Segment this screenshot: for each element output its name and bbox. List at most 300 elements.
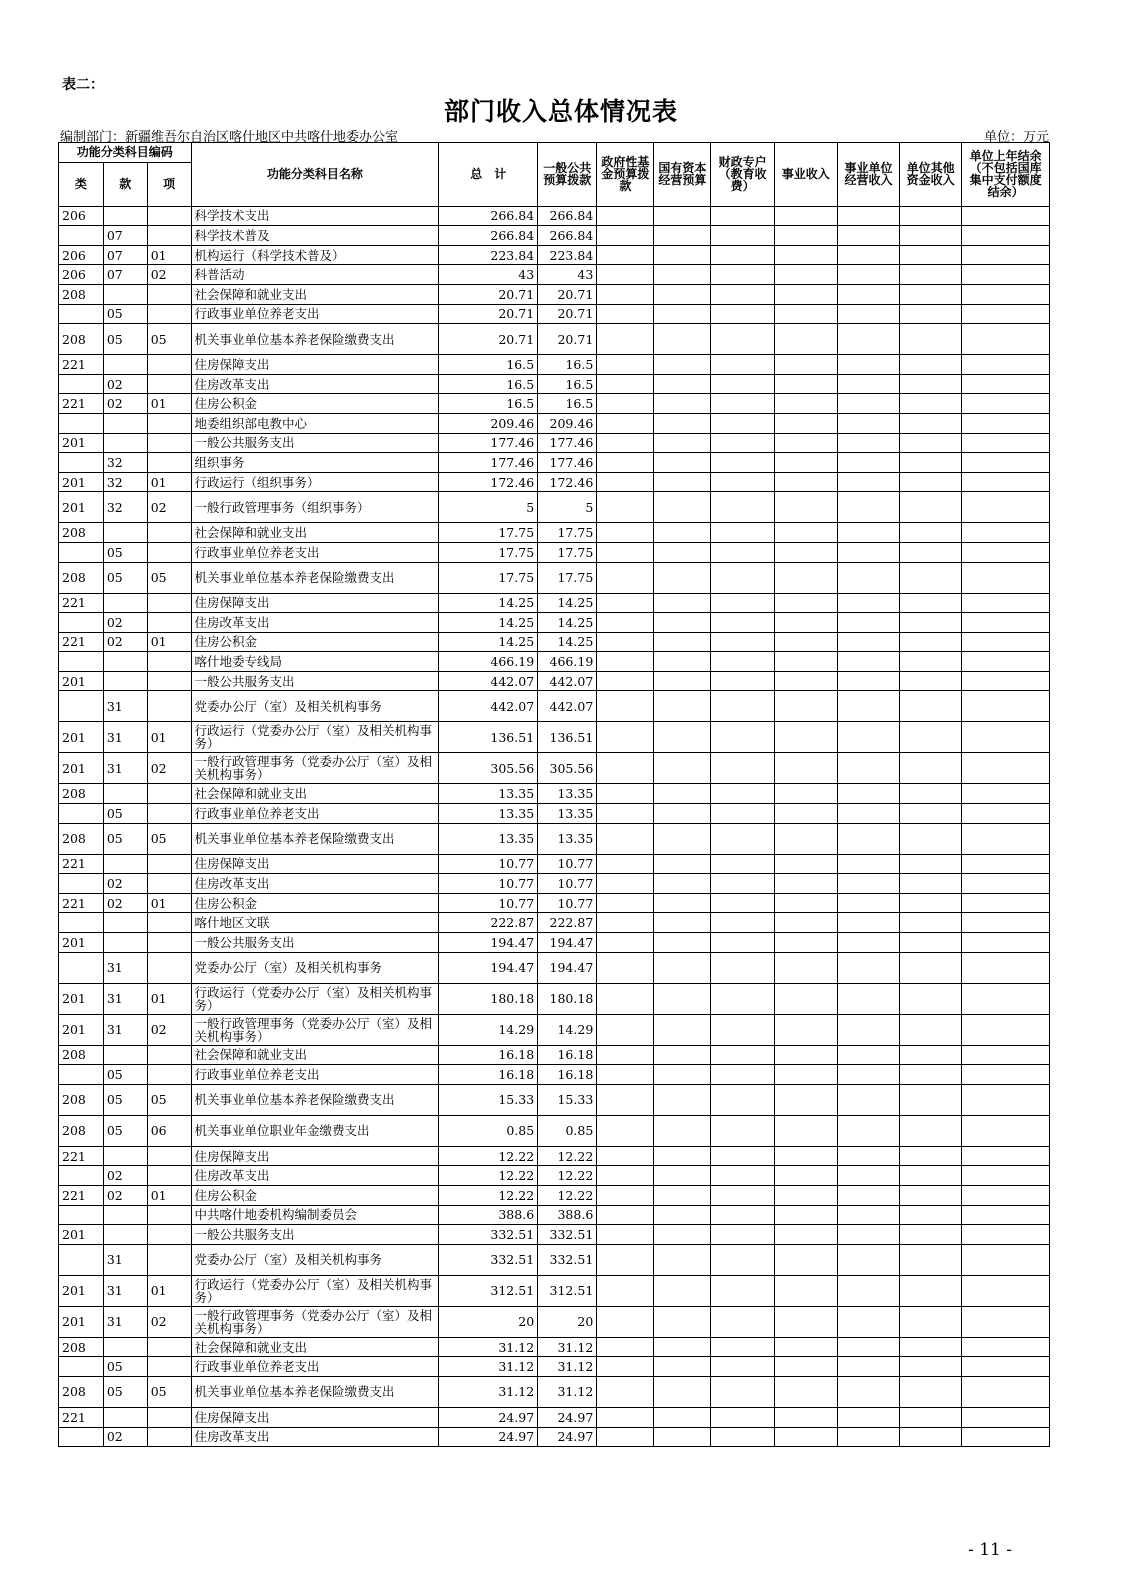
cell-empty (900, 226, 962, 246)
cell-empty (711, 1275, 774, 1306)
cell-total: 16.5 (439, 394, 538, 414)
cell-empty (774, 1045, 837, 1065)
cell-empty (711, 245, 774, 265)
cell-xiang (147, 1244, 191, 1275)
cell-empty (900, 542, 962, 562)
cell-total: 14.25 (439, 613, 538, 633)
cell-kuan: 05 (103, 542, 147, 562)
cell-general: 16.5 (538, 374, 597, 394)
cell-empty (837, 913, 899, 933)
cell-empty (962, 472, 1050, 492)
cell-xiang: 01 (147, 1186, 191, 1206)
cell-empty (711, 784, 774, 804)
table-row (59, 542, 1050, 562)
cell-empty (774, 1065, 837, 1085)
cell-xiang: 01 (147, 394, 191, 414)
header-code-group: 功能分类科目编码 (59, 143, 192, 163)
cell-total: 31.12 (439, 1376, 538, 1407)
cell-empty (837, 1146, 899, 1166)
cell-empty (654, 613, 711, 633)
cell-xiang (147, 874, 191, 894)
cell-empty (654, 913, 711, 933)
cell-total: 388.6 (439, 1205, 538, 1225)
cell-empty (837, 593, 899, 613)
cell-xiang (147, 542, 191, 562)
cell-lei: 208 (59, 784, 104, 804)
cell-name: 机构运行（科学技术普及） (191, 245, 439, 265)
cell-name: 行政运行（党委办公厅（室）及相关机构事务） (191, 983, 439, 1014)
cell-lei (59, 1205, 104, 1225)
cell-empty (597, 284, 654, 304)
cell-total: 13.35 (439, 823, 538, 854)
cell-empty (597, 1244, 654, 1275)
cell-empty (711, 304, 774, 324)
cell-name: 住房保障支出 (191, 854, 439, 874)
cell-total: 266.84 (439, 226, 538, 246)
cell-xiang (147, 1225, 191, 1245)
cell-name: 一般行政管理事务（党委办公厅（室）及相关机构事务） (191, 1306, 439, 1337)
cell-empty (962, 226, 1050, 246)
unit-label: 单位：万元 (983, 130, 1049, 145)
header-state-capital: 国有资本经营预算 (654, 143, 711, 207)
table-row (59, 784, 1050, 804)
cell-empty (711, 324, 774, 355)
cell-empty (962, 562, 1050, 593)
cell-empty (837, 1014, 899, 1045)
cell-empty (962, 355, 1050, 375)
cell-empty (900, 613, 962, 633)
cell-total: 16.5 (439, 355, 538, 375)
cell-empty (597, 542, 654, 562)
cell-total: 20.71 (439, 324, 538, 355)
cell-kuan (103, 593, 147, 613)
cell-lei: 208 (59, 523, 104, 543)
cell-xiang (147, 913, 191, 933)
cell-empty (597, 324, 654, 355)
cell-empty (837, 632, 899, 652)
cell-empty (654, 1275, 711, 1306)
cell-empty (900, 562, 962, 593)
cell-empty (654, 1244, 711, 1275)
cell-empty (774, 1337, 837, 1357)
cell-xiang: 01 (147, 1275, 191, 1306)
cell-general: 222.87 (538, 913, 597, 933)
cell-name: 喀什地委专线局 (191, 652, 439, 672)
cell-general: 31.12 (538, 1376, 597, 1407)
cell-empty (837, 472, 899, 492)
cell-empty (900, 1115, 962, 1146)
cell-general: 20.71 (538, 324, 597, 355)
cell-empty (837, 1306, 899, 1337)
cell-empty (837, 394, 899, 414)
cell-empty (962, 722, 1050, 753)
table-row (59, 613, 1050, 633)
cell-lei: 208 (59, 1376, 104, 1407)
cell-empty (597, 1014, 654, 1045)
cell-empty (654, 523, 711, 543)
cell-name: 住房改革支出 (191, 874, 439, 894)
cell-lei: 221 (59, 1146, 104, 1166)
cell-xiang (147, 453, 191, 473)
table-row (59, 374, 1050, 394)
cell-lei (59, 413, 104, 433)
cell-empty (654, 433, 711, 453)
cell-empty (711, 1045, 774, 1065)
cell-name: 一般行政管理事务（组织事务） (191, 492, 439, 523)
cell-empty (837, 374, 899, 394)
cell-xiang (147, 433, 191, 453)
cell-empty (597, 1045, 654, 1065)
cell-general: 332.51 (538, 1225, 597, 1245)
cell-general: 223.84 (538, 245, 597, 265)
cell-general: 10.77 (538, 854, 597, 874)
cell-kuan: 05 (103, 324, 147, 355)
cell-empty (962, 823, 1050, 854)
cell-empty (597, 562, 654, 593)
cell-kuan (103, 284, 147, 304)
cell-general: 442.07 (538, 691, 597, 722)
cell-empty (597, 413, 654, 433)
cell-kuan: 02 (103, 374, 147, 394)
cell-total: 180.18 (439, 983, 538, 1014)
cell-empty (654, 1045, 711, 1065)
table-row (59, 1306, 1050, 1337)
cell-empty (837, 453, 899, 473)
cell-xiang: 05 (147, 823, 191, 854)
cell-empty (597, 374, 654, 394)
cell-xiang (147, 1205, 191, 1225)
cell-total: 10.77 (439, 874, 538, 894)
table-row (59, 983, 1050, 1014)
cell-empty (962, 1045, 1050, 1065)
cell-lei: 206 (59, 206, 104, 226)
cell-empty (654, 753, 711, 784)
cell-kuan: 31 (103, 691, 147, 722)
cell-empty (774, 1186, 837, 1206)
cell-general: 442.07 (538, 671, 597, 691)
cell-empty (962, 523, 1050, 543)
cell-empty (711, 284, 774, 304)
cell-empty (774, 523, 837, 543)
cell-empty (597, 1357, 654, 1377)
cell-total: 12.22 (439, 1166, 538, 1186)
cell-kuan: 05 (103, 1357, 147, 1377)
cell-kuan: 31 (103, 722, 147, 753)
cell-name: 行政事业单位养老支出 (191, 542, 439, 562)
cell-name: 行政事业单位养老支出 (191, 304, 439, 324)
table-row (59, 523, 1050, 543)
cell-general: 14.25 (538, 593, 597, 613)
cell-xiang (147, 1357, 191, 1377)
cell-lei: 208 (59, 284, 104, 304)
table-row (59, 691, 1050, 722)
table-row (59, 433, 1050, 453)
cell-kuan: 32 (103, 472, 147, 492)
cell-empty (597, 206, 654, 226)
cell-empty (711, 913, 774, 933)
table-row (59, 245, 1050, 265)
cell-empty (711, 753, 774, 784)
cell-general: 15.33 (538, 1084, 597, 1115)
table-row (59, 1166, 1050, 1186)
cell-empty (711, 874, 774, 894)
cell-empty (597, 1186, 654, 1206)
cell-empty (900, 324, 962, 355)
cell-empty (711, 804, 774, 824)
cell-empty (711, 1225, 774, 1245)
header-name: 功能分类科目名称 (191, 143, 439, 207)
cell-empty (962, 593, 1050, 613)
cell-empty (837, 1407, 899, 1427)
cell-empty (962, 374, 1050, 394)
cell-lei: 206 (59, 265, 104, 285)
cell-lei: 208 (59, 1084, 104, 1115)
cell-empty (837, 226, 899, 246)
cell-xiang: 05 (147, 1084, 191, 1115)
cell-name: 一般公共服务支出 (191, 433, 439, 453)
cell-empty (774, 691, 837, 722)
cell-empty (962, 784, 1050, 804)
cell-lei (59, 304, 104, 324)
cell-empty (711, 933, 774, 953)
cell-xiang (147, 652, 191, 672)
cell-kuan: 05 (103, 1084, 147, 1115)
cell-lei (59, 1244, 104, 1275)
cell-empty (900, 632, 962, 652)
table-row (59, 632, 1050, 652)
cell-empty (654, 472, 711, 492)
cell-general: 13.35 (538, 804, 597, 824)
cell-empty (900, 823, 962, 854)
cell-empty (774, 1014, 837, 1045)
cell-empty (837, 542, 899, 562)
cell-empty (962, 492, 1050, 523)
cell-kuan: 31 (103, 1306, 147, 1337)
cell-empty (837, 652, 899, 672)
table-row (59, 1014, 1050, 1045)
cell-total: 14.25 (439, 593, 538, 613)
cell-general: 266.84 (538, 226, 597, 246)
cell-xiang (147, 952, 191, 983)
table-row (59, 562, 1050, 593)
cell-kuan: 31 (103, 1275, 147, 1306)
cell-general: 17.75 (538, 523, 597, 543)
cell-empty (962, 433, 1050, 453)
cell-empty (774, 394, 837, 414)
cell-empty (711, 413, 774, 433)
cell-empty (711, 1337, 774, 1357)
cell-empty (711, 433, 774, 453)
cell-empty (711, 1357, 774, 1377)
cell-name: 一般公共服务支出 (191, 671, 439, 691)
cell-general: 5 (538, 492, 597, 523)
table-row (59, 874, 1050, 894)
cell-empty (711, 562, 774, 593)
cell-xiang: 05 (147, 324, 191, 355)
cell-general: 172.46 (538, 472, 597, 492)
cell-empty (711, 1407, 774, 1427)
cell-name: 党委办公厅（室）及相关机构事务 (191, 691, 439, 722)
cell-empty (654, 671, 711, 691)
cell-kuan: 05 (103, 562, 147, 593)
cell-total: 20.71 (439, 284, 538, 304)
cell-empty (654, 933, 711, 953)
cell-total: 43 (439, 265, 538, 285)
cell-empty (774, 1225, 837, 1245)
compiling-department: 编制部门：新疆维吾尔自治区喀什地区中共喀什地委办公室 (60, 130, 399, 145)
cell-empty (837, 1275, 899, 1306)
cell-lei (59, 542, 104, 562)
cell-empty (900, 983, 962, 1014)
cell-empty (711, 374, 774, 394)
table-row (59, 1186, 1050, 1206)
cell-empty (837, 265, 899, 285)
cell-total: 15.33 (439, 1084, 538, 1115)
cell-empty (774, 245, 837, 265)
cell-xiang (147, 355, 191, 375)
cell-empty (837, 613, 899, 633)
cell-empty (597, 1225, 654, 1245)
table-row (59, 804, 1050, 824)
cell-lei: 201 (59, 433, 104, 453)
cell-name: 科普活动 (191, 265, 439, 285)
cell-empty (654, 413, 711, 433)
cell-empty (774, 613, 837, 633)
cell-empty (900, 1186, 962, 1206)
cell-general: 388.6 (538, 1205, 597, 1225)
cell-name: 住房公积金 (191, 1186, 439, 1206)
cell-kuan: 31 (103, 1244, 147, 1275)
cell-empty (962, 245, 1050, 265)
cell-empty (837, 983, 899, 1014)
cell-empty (962, 613, 1050, 633)
cell-kuan: 31 (103, 983, 147, 1014)
cell-general: 13.35 (538, 784, 597, 804)
cell-empty (837, 492, 899, 523)
cell-empty (711, 492, 774, 523)
cell-total: 10.77 (439, 854, 538, 874)
cell-empty (900, 691, 962, 722)
cell-empty (837, 304, 899, 324)
cell-empty (597, 753, 654, 784)
cell-xiang: 02 (147, 1014, 191, 1045)
cell-empty (654, 542, 711, 562)
cell-empty (654, 394, 711, 414)
cell-general: 332.51 (538, 1244, 597, 1275)
cell-empty (774, 593, 837, 613)
table-row (59, 1357, 1050, 1377)
cell-kuan (103, 913, 147, 933)
cell-total: 24.97 (439, 1407, 538, 1427)
cell-empty (711, 1306, 774, 1337)
cell-general: 180.18 (538, 983, 597, 1014)
cell-total: 14.29 (439, 1014, 538, 1045)
cell-empty (597, 983, 654, 1014)
cell-empty (654, 1065, 711, 1085)
cell-lei (59, 652, 104, 672)
cell-xiang (147, 854, 191, 874)
cell-empty (837, 722, 899, 753)
header-general: 一般公共预算拨款 (538, 143, 597, 207)
cell-empty (900, 284, 962, 304)
cell-xiang: 01 (147, 983, 191, 1014)
cell-xiang (147, 413, 191, 433)
cell-empty (900, 1014, 962, 1045)
cell-kuan: 05 (103, 823, 147, 854)
cell-general: 466.19 (538, 652, 597, 672)
table-row (59, 1146, 1050, 1166)
cell-name: 社会保障和就业支出 (191, 1337, 439, 1357)
cell-empty (711, 893, 774, 913)
cell-empty (900, 394, 962, 414)
cell-empty (837, 753, 899, 784)
cell-general: 12.22 (538, 1166, 597, 1186)
cell-empty (597, 874, 654, 894)
cell-empty (774, 304, 837, 324)
table-row (59, 492, 1050, 523)
cell-empty (654, 226, 711, 246)
cell-total: 16.5 (439, 374, 538, 394)
cell-empty (654, 304, 711, 324)
cell-general: 10.77 (538, 874, 597, 894)
cell-empty (900, 304, 962, 324)
cell-empty (900, 652, 962, 672)
cell-empty (597, 1427, 654, 1447)
cell-total: 0.85 (439, 1115, 538, 1146)
cell-empty (837, 433, 899, 453)
cell-empty (654, 722, 711, 753)
cell-general: 177.46 (538, 453, 597, 473)
cell-empty (837, 1115, 899, 1146)
cell-general: 305.56 (538, 753, 597, 784)
cell-lei: 221 (59, 394, 104, 414)
cell-empty (962, 1146, 1050, 1166)
cell-empty (900, 804, 962, 824)
cell-empty (597, 1376, 654, 1407)
cell-empty (962, 453, 1050, 473)
cell-empty (654, 355, 711, 375)
cell-empty (900, 1225, 962, 1245)
cell-empty (711, 1244, 774, 1275)
cell-empty (711, 265, 774, 285)
cell-name: 住房改革支出 (191, 613, 439, 633)
cell-empty (711, 226, 774, 246)
cell-total: 17.75 (439, 562, 538, 593)
cell-empty (711, 394, 774, 414)
cell-name: 党委办公厅（室）及相关机构事务 (191, 952, 439, 983)
cell-empty (900, 1244, 962, 1275)
cell-kuan (103, 933, 147, 953)
table-row (59, 1205, 1050, 1225)
cell-kuan (103, 523, 147, 543)
cell-empty (837, 1357, 899, 1377)
cell-name: 社会保障和就业支出 (191, 784, 439, 804)
cell-empty (962, 1376, 1050, 1407)
table-row (59, 854, 1050, 874)
cell-kuan (103, 784, 147, 804)
income-table (58, 142, 1050, 1447)
cell-empty (900, 1205, 962, 1225)
cell-empty (962, 632, 1050, 652)
cell-empty (962, 933, 1050, 953)
cell-kuan (103, 1146, 147, 1166)
cell-empty (900, 355, 962, 375)
cell-name: 行政事业单位养老支出 (191, 1357, 439, 1377)
cell-empty (962, 874, 1050, 894)
cell-empty (774, 472, 837, 492)
cell-general: 194.47 (538, 933, 597, 953)
cell-kuan: 05 (103, 804, 147, 824)
